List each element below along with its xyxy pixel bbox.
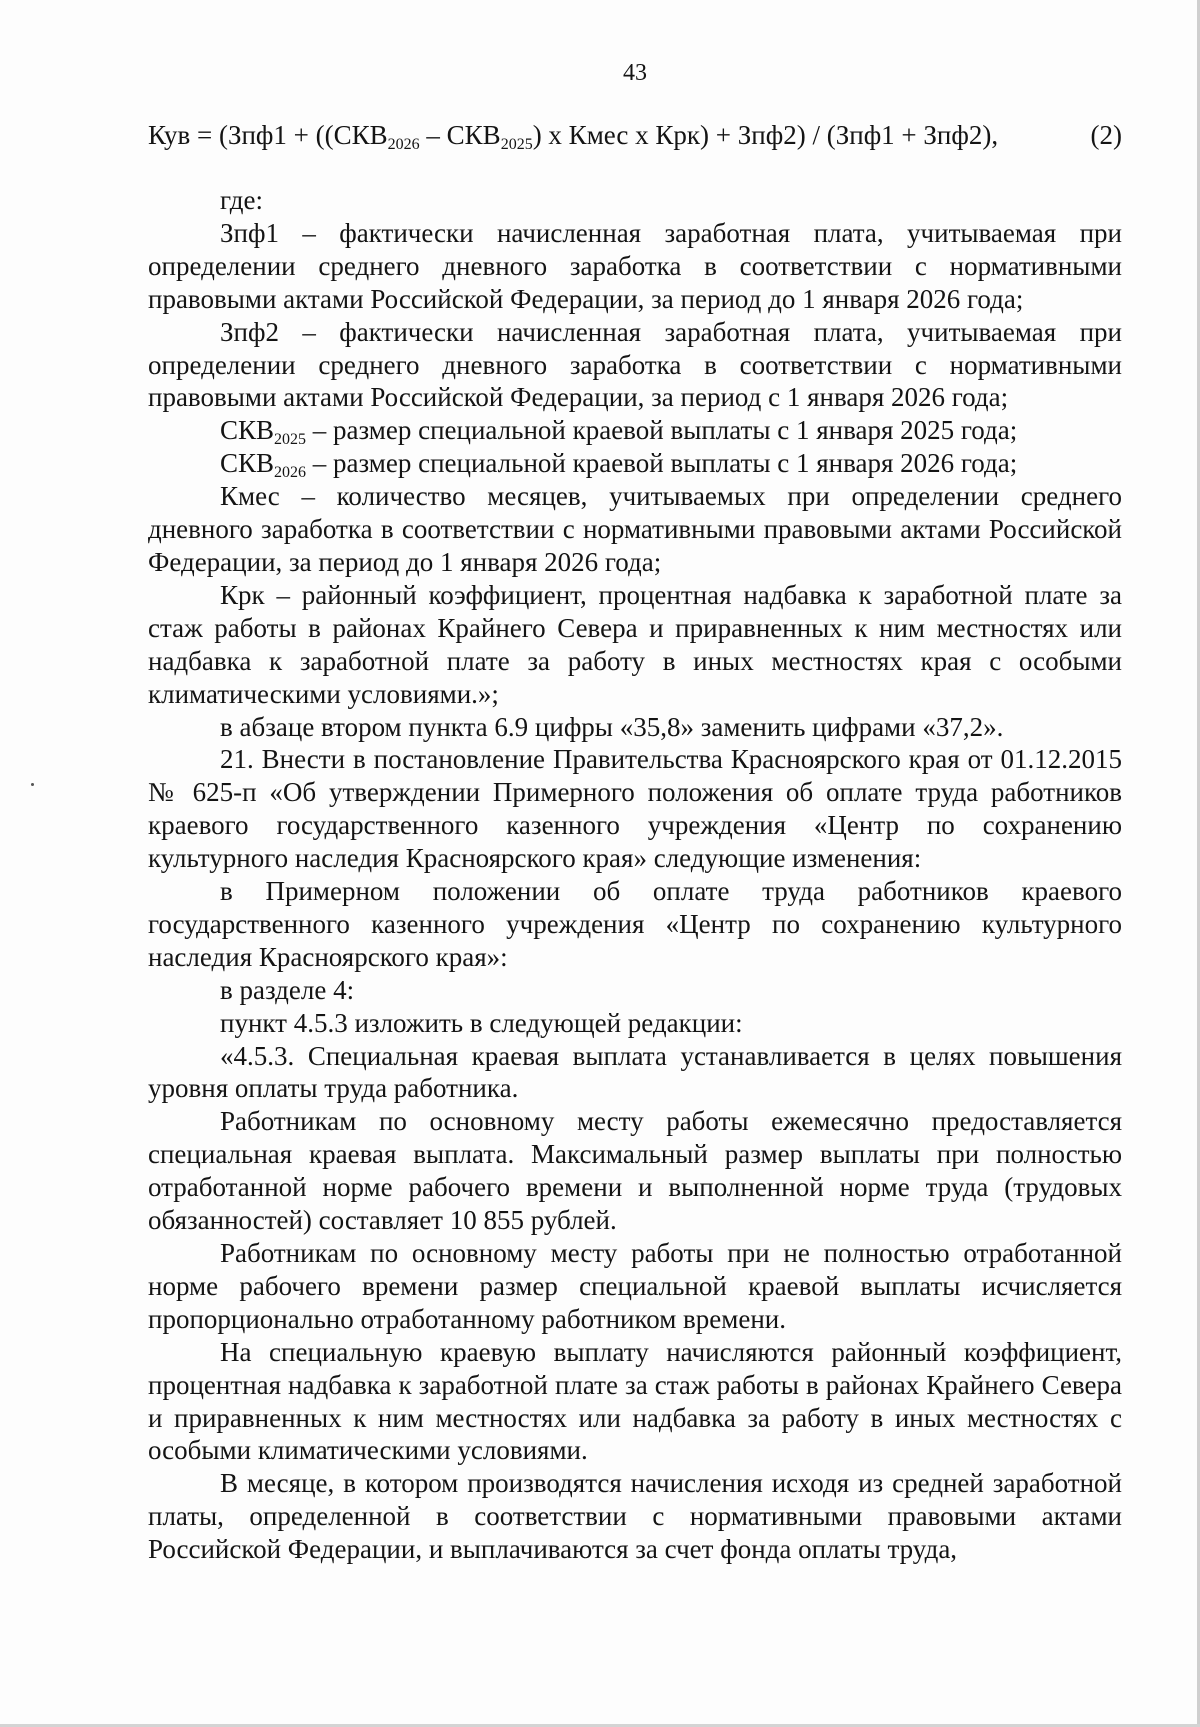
page-number: 43 — [623, 60, 647, 86]
formula-subscript: 2026 — [387, 136, 420, 153]
paragraph: пункт 4.5.3 изложить в следующей редакции: — [220, 1007, 743, 1038]
formula-mid: – СКВ — [419, 120, 501, 150]
paragraph: «4.5.3. Специальная краевая выплата устанавливается в целях повышения уровня оплаты труда работника. — [148, 1040, 1122, 1104]
paragraph: В месяце, в котором производятся начисления исходя из средней заработной платы, определенной в соответствии с нормативными правовыми актами Российской Федерации, и выплачиваются за счет фонда оплаты труда, — [148, 1468, 1122, 1565]
paragraph: Крк – районный коэффициент, процентная надбавка к заработной плате за стаж работы в районах Крайнего Севера и приравненных к ним местностях или надбавка к заработной плате за работу в иных местностях края с особыми климатическими условиями.»; — [148, 579, 1122, 709]
paragraph: Зпф1 – фактически начисленная заработная плата, учитываемая при определении среднего дневного заработка в соответствии с нормативными правовыми актами Российской Федерации, за период до 1 января 2026 года; — [148, 217, 1122, 314]
formula-rest: ) х Кмес х Крк) + Зпф2) / (Зпф1 + Зпф2), — [532, 120, 999, 150]
paragraph: 21. Внести в постановление Правительства Красноярского края от 01.12.2015 № 625-п «Об утверждении Примерного положения об оплате труда работников краевого государственного казенного учреждения «Центр по сохранению культурного наследия Красноярского края» следующие изменения: — [148, 744, 1122, 874]
paragraph: в абзаце втором пункта 6.9 цифры «35,8» заменить цифрами «37,2». — [220, 711, 1004, 742]
formula-number: (2) — [1090, 120, 1122, 150]
paragraph: Кмес – количество месяцев, учитываемых при определении среднего дневного заработка в соответствии с нормативными правовыми актами Российской Федерации, за период до 1 января 2026 года; — [148, 481, 1122, 577]
paragraph: Работникам по основному месту работы ежемесячно предоставляется специальная краевая выплата. Максимальный размер выплаты при полностью отработанной норме рабочего времени и выполненной норме труда (трудовых обязанностей) составляет 10 855 рублей. — [148, 1106, 1122, 1236]
paragraph: $СКВ_{2025}$ – размер специальной краевой выплаты с 1 января 2025 года; — [220, 415, 1018, 449]
formula-lhs: Кув = (Зпф1 + ((СКВ — [148, 120, 388, 150]
formula-2 — [148, 117, 1122, 153]
paragraph: Работникам по основному месту работы при не полностью отработанной норме рабочего времени размер специальной краевой выплаты исчисляется пропорционально отработанному работником времени. — [148, 1238, 1122, 1334]
paragraph: $СКВ_{2026}$ – размер специальной краевой выплаты с 1 января 2026 года; — [220, 448, 1018, 482]
paragraph: в разделе 4: — [220, 974, 355, 1005]
paragraph: Зпф2 – фактически начисленная заработная плата, учитываемая при определении среднего дневного заработка в соответствии с нормативными правовыми актами Российской Федерации, за период с 1 января 2026 года; — [148, 316, 1122, 413]
paragraph: На специальную краевую выплату начисляются районный коэффициент, процентная надбавка к заработной плате за стаж работы в районах Крайнего Севера и приравненных к ним местностях или надбавка за работу в иных местностях с особыми климатическими условиями. — [148, 1336, 1122, 1466]
scan-speck — [31, 783, 34, 786]
paragraph: в Примерном положении об оплате труда работников краевого государственного казенного учреждения «Центр по сохранению культурного наследия Красноярского края»: — [148, 876, 1122, 972]
document-body — [148, 184, 1122, 1566]
paragraph: где: — [220, 185, 263, 215]
formula-subscript: 2025 — [500, 136, 533, 153]
